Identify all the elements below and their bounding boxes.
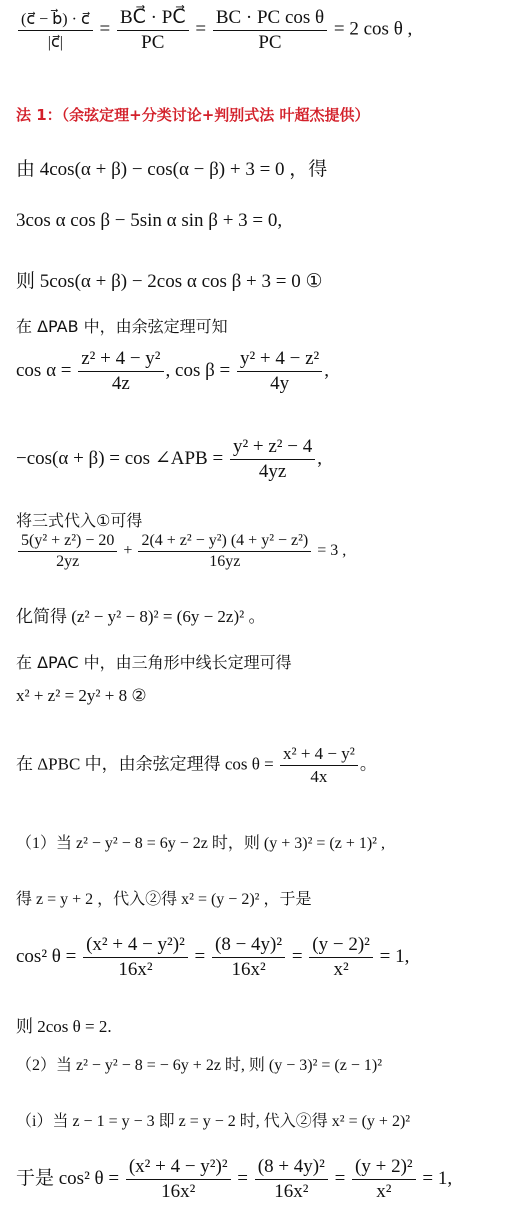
fraction-denominator: PC	[258, 31, 282, 53]
formula-middle: , cos β =	[165, 359, 231, 381]
line-expanded-equation: 3cos α cos β − 5sin α sin β + 3 = 0,	[16, 210, 283, 231]
line-case-two: （2）当 z² − y² − 8 = − 6y + 2z 时, 则 (y − 3)² = (z − 1)²	[16, 1057, 382, 1074]
formula-prefix: cos α =	[16, 359, 72, 381]
line-substitute: 将三式代入①可得	[16, 511, 143, 530]
line-triangle-pab: 在 ΔPAB 中，由余弦定理可知	[16, 317, 228, 336]
line-cos-apb	[16, 436, 504, 483]
fraction-denominator: 16x²	[274, 1181, 309, 1202]
fraction-bc-pc-cos	[213, 7, 327, 54]
line-case-two-i: （i）当 z − 1 = y − 3 即 z = y − 2 时, 代入②得 x² = (y + 2)²	[16, 1113, 411, 1130]
fraction-denominator: 16yz	[209, 553, 241, 570]
fraction-denominator: 16x²	[161, 1181, 196, 1202]
line-case-one: （1）当 z² − y² − 8 = 6y − 2z 时，则 (y + 3)² = (z + 1)² ,	[16, 835, 385, 852]
line-triangle-pac: 在 ΔPAC 中，由三角形中线长定理可得	[16, 653, 292, 672]
fraction-denominator: 2yz	[56, 553, 80, 570]
formula-tail: 。	[359, 754, 377, 774]
fraction-denominator: 16x²	[118, 959, 153, 980]
fraction-cos-theta	[280, 744, 358, 787]
line-vector-formula: $\frac{(c⃗ - b⃗) \cdot c⃗}{|c⃗|}$ = $\frac{BC⃗ \cdot PC⃗}{PC}$ = $\frac{\text{BC · PC cos θ}}{PC}$ = 2 cos θ ,	[16, 6, 504, 54]
fraction-denominator: x²	[333, 959, 349, 980]
line-equation-two: x² + z² = 2y² + 8 ②	[16, 686, 147, 705]
formula-tail: ,	[324, 359, 329, 381]
fraction-general	[126, 1156, 231, 1203]
fraction-numerator: (x² + 4 − y²)²	[83, 934, 188, 958]
line-given-equation: 由 4cos(α + β) − cos(α − β) + 3 = 0 ，得	[16, 159, 328, 180]
fraction-reduced	[309, 934, 373, 981]
fraction-numerator: y² + 4 − z²	[237, 348, 322, 372]
fraction-denominator: PC	[141, 32, 165, 53]
line-substituted-sum	[16, 532, 504, 571]
fraction-cos-apb	[230, 436, 315, 483]
fraction-substituted	[212, 934, 285, 981]
fraction-denominator: 4z	[111, 373, 130, 394]
fraction-denominator: 4y	[270, 373, 290, 394]
fraction-numerator: (y − 2)²	[309, 934, 373, 958]
line-cos-squared-one: cos² θ = $\frac{\text{(x² + 4 − y²)²}}{\text{16x²}}$ = $\frac{\text{(8 − 4y)²}}{\text{16x²}}$ = $\frac{\text{(y − 2)²}}{\text{x²}}$ = 1,	[16, 934, 410, 980]
fraction-numerator: (y + 2)²	[352, 1156, 416, 1180]
formula-prefix: 在 ΔPBC 中，由余弦定理得 cos θ =	[16, 754, 274, 774]
line-cos-alpha-beta	[16, 348, 504, 395]
line-cos-squared-two: 于是 cos² θ = $\frac{\text{(x² + 4 − y²)²}}{\text{16x²}}$ = $\frac{\text{(8 + 4y)²}}{\text{16x²}}$ = $\frac{\text{(y + 2)²}}{\text{x²}}$ = 1,	[16, 1156, 453, 1202]
fraction-numerator: (x² + 4 − y²)²	[126, 1156, 231, 1180]
fraction-second-term	[138, 532, 311, 571]
fraction-denominator: |c⃗|	[47, 33, 63, 51]
fraction-numerator: x² + 4 − y²	[280, 744, 358, 766]
fraction-numerator: (8 − 4y)²	[212, 934, 285, 958]
line-result-one: 则 2cos θ = 2.	[16, 1017, 112, 1036]
formula-tail: ,	[317, 447, 322, 469]
formula-tail: = 1,	[379, 945, 410, 967]
fraction-denominator: 4yz	[258, 461, 287, 482]
fraction-numerator: (8 + 4y)²	[255, 1156, 328, 1180]
fraction-denominator: x²	[376, 1181, 392, 1202]
plus-sign: +	[123, 542, 133, 560]
fraction-substituted	[255, 1156, 328, 1203]
fraction-numerator: y² + z² − 4	[230, 436, 315, 460]
fraction-numerator: 2(4 + z² − y²) (4 + y² − z²)	[138, 532, 311, 552]
fraction-numerator: BC⃗ · PC⃗	[117, 6, 189, 31]
formula-tail: = 1,	[422, 1167, 453, 1189]
formula-tail: = 2 cos θ ,	[333, 18, 413, 40]
fraction-numerator: BC · PC cos θ	[213, 7, 327, 31]
formula-prefix: −cos(α + β) = cos ∠APB =	[16, 447, 224, 469]
fraction-vector-bc-pc	[117, 6, 189, 54]
method-heading: 法 1：（余弦定理+分类讨论+判别式法 叶超杰提供）	[16, 106, 370, 124]
line-cos-theta	[16, 744, 504, 787]
fraction-cos-alpha	[78, 348, 163, 395]
fraction-vector	[18, 9, 93, 52]
line-simplified: 化简得 (z² − y² − 8)² = (6y − 2z)² 。	[16, 607, 266, 626]
formula-prefix: 于是 cos² θ =	[16, 1167, 120, 1189]
fraction-first-term	[18, 532, 117, 571]
fraction-numerator: z² + 4 − y²	[78, 348, 163, 372]
line-case-one-substitute: 得 z = y + 2 ，代入②得 x² = (y − 2)² ，于是	[16, 891, 312, 908]
fraction-cos-beta	[237, 348, 322, 395]
formula-tail: = 3 ,	[317, 542, 347, 560]
fraction-reduced	[352, 1156, 416, 1203]
line-equation-one: 则 5cos(α + β) − 2cos α cos β + 3 = 0 ①	[16, 271, 323, 292]
formula-prefix: cos² θ =	[16, 945, 77, 967]
fraction-general	[83, 934, 188, 981]
fraction-numerator: (c⃗ − b⃗) · c⃗	[18, 9, 93, 31]
fraction-numerator: 5(y² + z²) − 20	[18, 532, 117, 552]
fraction-denominator: 4x	[310, 767, 328, 786]
fraction-denominator: 16x²	[231, 959, 266, 980]
